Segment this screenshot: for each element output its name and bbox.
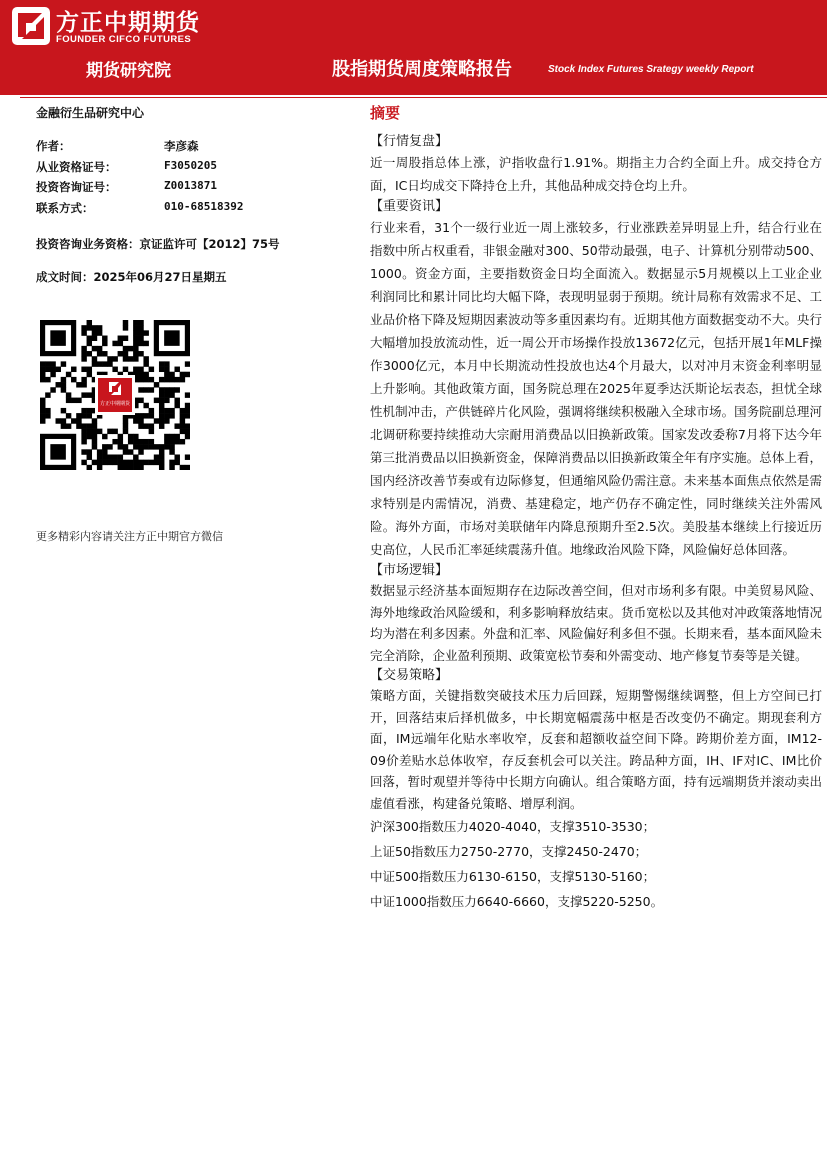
section-title-key-news: 【重要资讯】 [370, 199, 449, 214]
level-zz500: 中证500指数压力6130-6150，支撑5130-5160； [370, 869, 656, 884]
institute-name: 期货研究院 [86, 61, 171, 81]
report-date: 成文时间：2025年06月27日星期五 [36, 270, 227, 284]
qualification-number: F3050205 [164, 158, 217, 172]
qr-logo-frame [95, 375, 135, 415]
section-title-market-review: 【行情复盘】 [370, 134, 449, 149]
abstract-panel [370, 102, 822, 914]
qr-logo-text: 方正中期期货 [99, 401, 130, 407]
section-text-trading-strategy: 策略方面，关键指数突破技术压力后回踩，短期警惕继续调整，但上方空间已打开，回落结束后择机做多，中长期宽幅震荡中枢是否改变仍不确定。期现套利方面，IM远端年化贴水率收窄，反套和超额收益空间下降。跨期价差方面，IM12-09价差贴水总体收窄，存反套机会可以关注。跨品种方面，IH、IF对IC、IM比价回落，暂时观望并等待中长期方向确认。组合策略方面，持有远端期货并滚动卖出虚值看涨，构建备兑策略、增厚利润。 [370, 688, 822, 811]
level-sz50: 上证50指数压力2750-2770，支撑2450-2470； [370, 844, 648, 859]
section-text-market-review: 近一周股指总体上涨，沪指收盘行1.91%。期指主力合约全面上升。成交持仓方面，IC日均成交下降持仓上升，其他品种成交持仓均上升。 [370, 155, 822, 193]
section-text-market-logic: 数据显示经济基本面短期存在边际改善空间，但对市场利多有限。中美贸易风险、海外地缘政治风险缓和，利多影响释放结束。货币宽松以及其他对冲政策落地情况均为潜在利多因素。外盘和汇率、风险偏好利多但不强。长期来看，基本面风险未完全消除，企业盈利预期、政策宽松节奏和外需变动、地产修复节奏等是关键。 [370, 583, 822, 663]
department-name: 金融衍生品研究中心 [36, 106, 145, 120]
company-name-cn: 方正中期期货 [56, 10, 200, 36]
consult-number: Z0013871 [164, 179, 217, 192]
wechat-qr-code [40, 320, 190, 470]
abstract-title: 摘要 [370, 104, 401, 122]
company-name-en: FOUNDER CIFCO FUTURES [56, 34, 192, 45]
report-title-en: Stock Index Futures Srategy weekly Report [548, 64, 754, 75]
section-title-market-logic: 【市场逻辑】 [370, 563, 449, 578]
author-name: 李彦森 [164, 139, 199, 153]
founder-logo-icon [12, 7, 50, 45]
info-label: 作者： [36, 139, 71, 153]
report-title: 股指期货周度策略报告 [332, 59, 512, 80]
info-label: 从业资格证号： [36, 159, 117, 174]
author-panel [36, 104, 356, 543]
level-zz1000: 中证1000指数压力6640-6660，支撑5220-5250。 [370, 894, 664, 909]
info-label: 投资咨询证号： [36, 180, 117, 194]
qr-logo-icon [98, 378, 132, 412]
report-header [0, 0, 827, 95]
contact-phone: 010-68518392 [164, 199, 244, 213]
business-qualification: 投资咨询业务资格：京证监许可【2012】75号 [36, 237, 280, 251]
level-hs300: 沪深300指数压力4020-4040，支撑3510-3530； [370, 819, 656, 834]
info-label: 联系方式： [36, 200, 94, 215]
header-divider [20, 97, 827, 98]
section-text-key-news: 行业来看，31个一级行业近一周上涨较多，行业涨跌差异明显上升，结合行业在指数中所占权重看，非银金融对300、50带动最强，电子、计算机分别带动500、1000。资金方面，主要指数资金日均全面流入。数据显示5月规模以上工业企业利润同比和累计同比均大幅下降，表现明显弱于预期。统计局称有效需求不足、工业品价格下降及短期因素波动等多重因素均有。近期其他方面数据变动不大。央行大幅增加投放流动性，近一周公开市场操作投放13672亿元，包括开展1年MLF操作3000亿元，本月中长期流动性投放也达4个月最大，以对冲月末资金利率明显上升影响。其他政策方面，国务院总理在2025年夏季达沃斯论坛表态，担忧全球性机制冲击，产供链碎片化风险，强调将继续积极融入全球市场。国务院副总理河北调研称要持续推动大宗耐用消费品以旧换新政策。国家发改委称7月将下达今年第三批消费品以旧换新资金，保障消费品以旧换新政策全年有序实施。总体上看，国内经济改善节奏或有边际修复，但通缩风险仍需注意。未来基本面焦点依然是需求特别是内需情况，消费、基建稳定，地产仍存不确定性，同时继续关注外需风险。海外方面，市场对美联储年内降息预期升至2.5次。美股基本继续上行接近历史高位，人民币汇率延续震荡升值。地缘政治风险下降，风险偏好总体回落。 [370, 220, 822, 557]
section-title-trading-strategy: 【交易策略】 [370, 668, 449, 683]
qr-caption: 更多精彩内容请关注方正中期官方微信 [36, 530, 223, 543]
